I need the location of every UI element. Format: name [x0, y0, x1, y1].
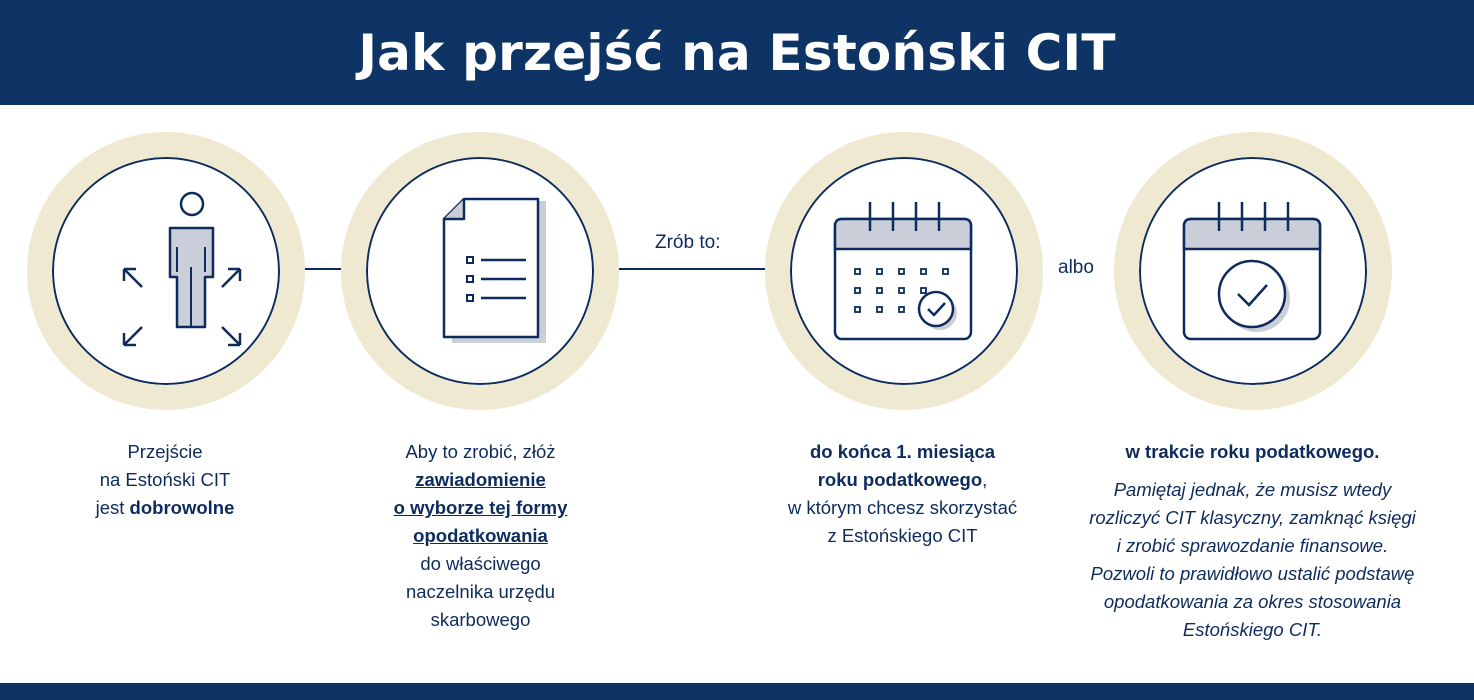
connector-label-or: albo — [1058, 257, 1094, 278]
document-icon — [366, 157, 594, 385]
note-line: i zrobić sprawozdanie finansowe. — [1116, 535, 1389, 556]
caption-line: w którym chcesz skorzystać — [787, 497, 1018, 518]
note-line: Pamiętaj jednak, że musisz wtedy — [1113, 479, 1392, 500]
step-2-circle — [341, 132, 619, 410]
caption-bold: roku podatkowego — [817, 469, 983, 490]
caption-line: do właściwego — [420, 553, 541, 574]
arrow-2-line — [592, 269, 780, 298]
caption-line — [760, 466, 1045, 494]
caption-line: skarbowego — [430, 609, 531, 630]
note-line: opodatkowania za okres stosowania — [1103, 591, 1402, 612]
notification-link-line-1[interactable]: zawiadomienie — [415, 469, 546, 490]
calendar-grid-check-icon — [790, 157, 1018, 385]
calendar-check-icon — [1139, 157, 1367, 385]
page-title: Jak przejść na Estoński CIT — [358, 23, 1116, 82]
caption-line: Przejście — [127, 441, 203, 462]
person-arrows-icon — [52, 157, 280, 385]
step-3-caption — [760, 438, 1045, 550]
note-line: rozliczyć CIT klasyczny, zamknąć księgi — [1089, 507, 1416, 528]
caption-line: z Estońskiego CIT — [827, 525, 978, 546]
step-3-circle — [765, 132, 1043, 410]
caption-line: naczelnika urzędu — [405, 581, 556, 602]
caption-bold: dobrowolne — [129, 497, 235, 518]
connector-label-do-it: Zrób to: — [655, 232, 721, 253]
caption-line: na Estoński CIT — [99, 469, 231, 490]
caption-bold: w trakcie roku podatkowego. — [1125, 441, 1380, 462]
step-1-circle — [27, 132, 305, 410]
caption-line — [40, 494, 290, 522]
step-1-caption — [40, 438, 290, 522]
caption-text: jest — [95, 497, 130, 518]
notification-link-line-2[interactable]: o wyborze tej formy — [393, 497, 568, 518]
caption-note — [1060, 476, 1445, 644]
caption-comma: , — [982, 469, 988, 490]
footer-bar — [0, 683, 1474, 700]
step-4-circle — [1114, 132, 1392, 410]
caption-bold: do końca 1. miesiąca — [809, 441, 996, 462]
note-line: Pozwoli to prawidłowo ustalić podstawę — [1090, 563, 1415, 584]
notification-link-line-3[interactable]: opodatkowania — [413, 525, 548, 546]
note-line: Estońskiego CIT. — [1182, 619, 1323, 640]
step-2-caption — [358, 438, 603, 634]
step-4-caption — [1060, 438, 1445, 644]
caption-intro: Aby to zrobić, złóż — [405, 441, 556, 462]
